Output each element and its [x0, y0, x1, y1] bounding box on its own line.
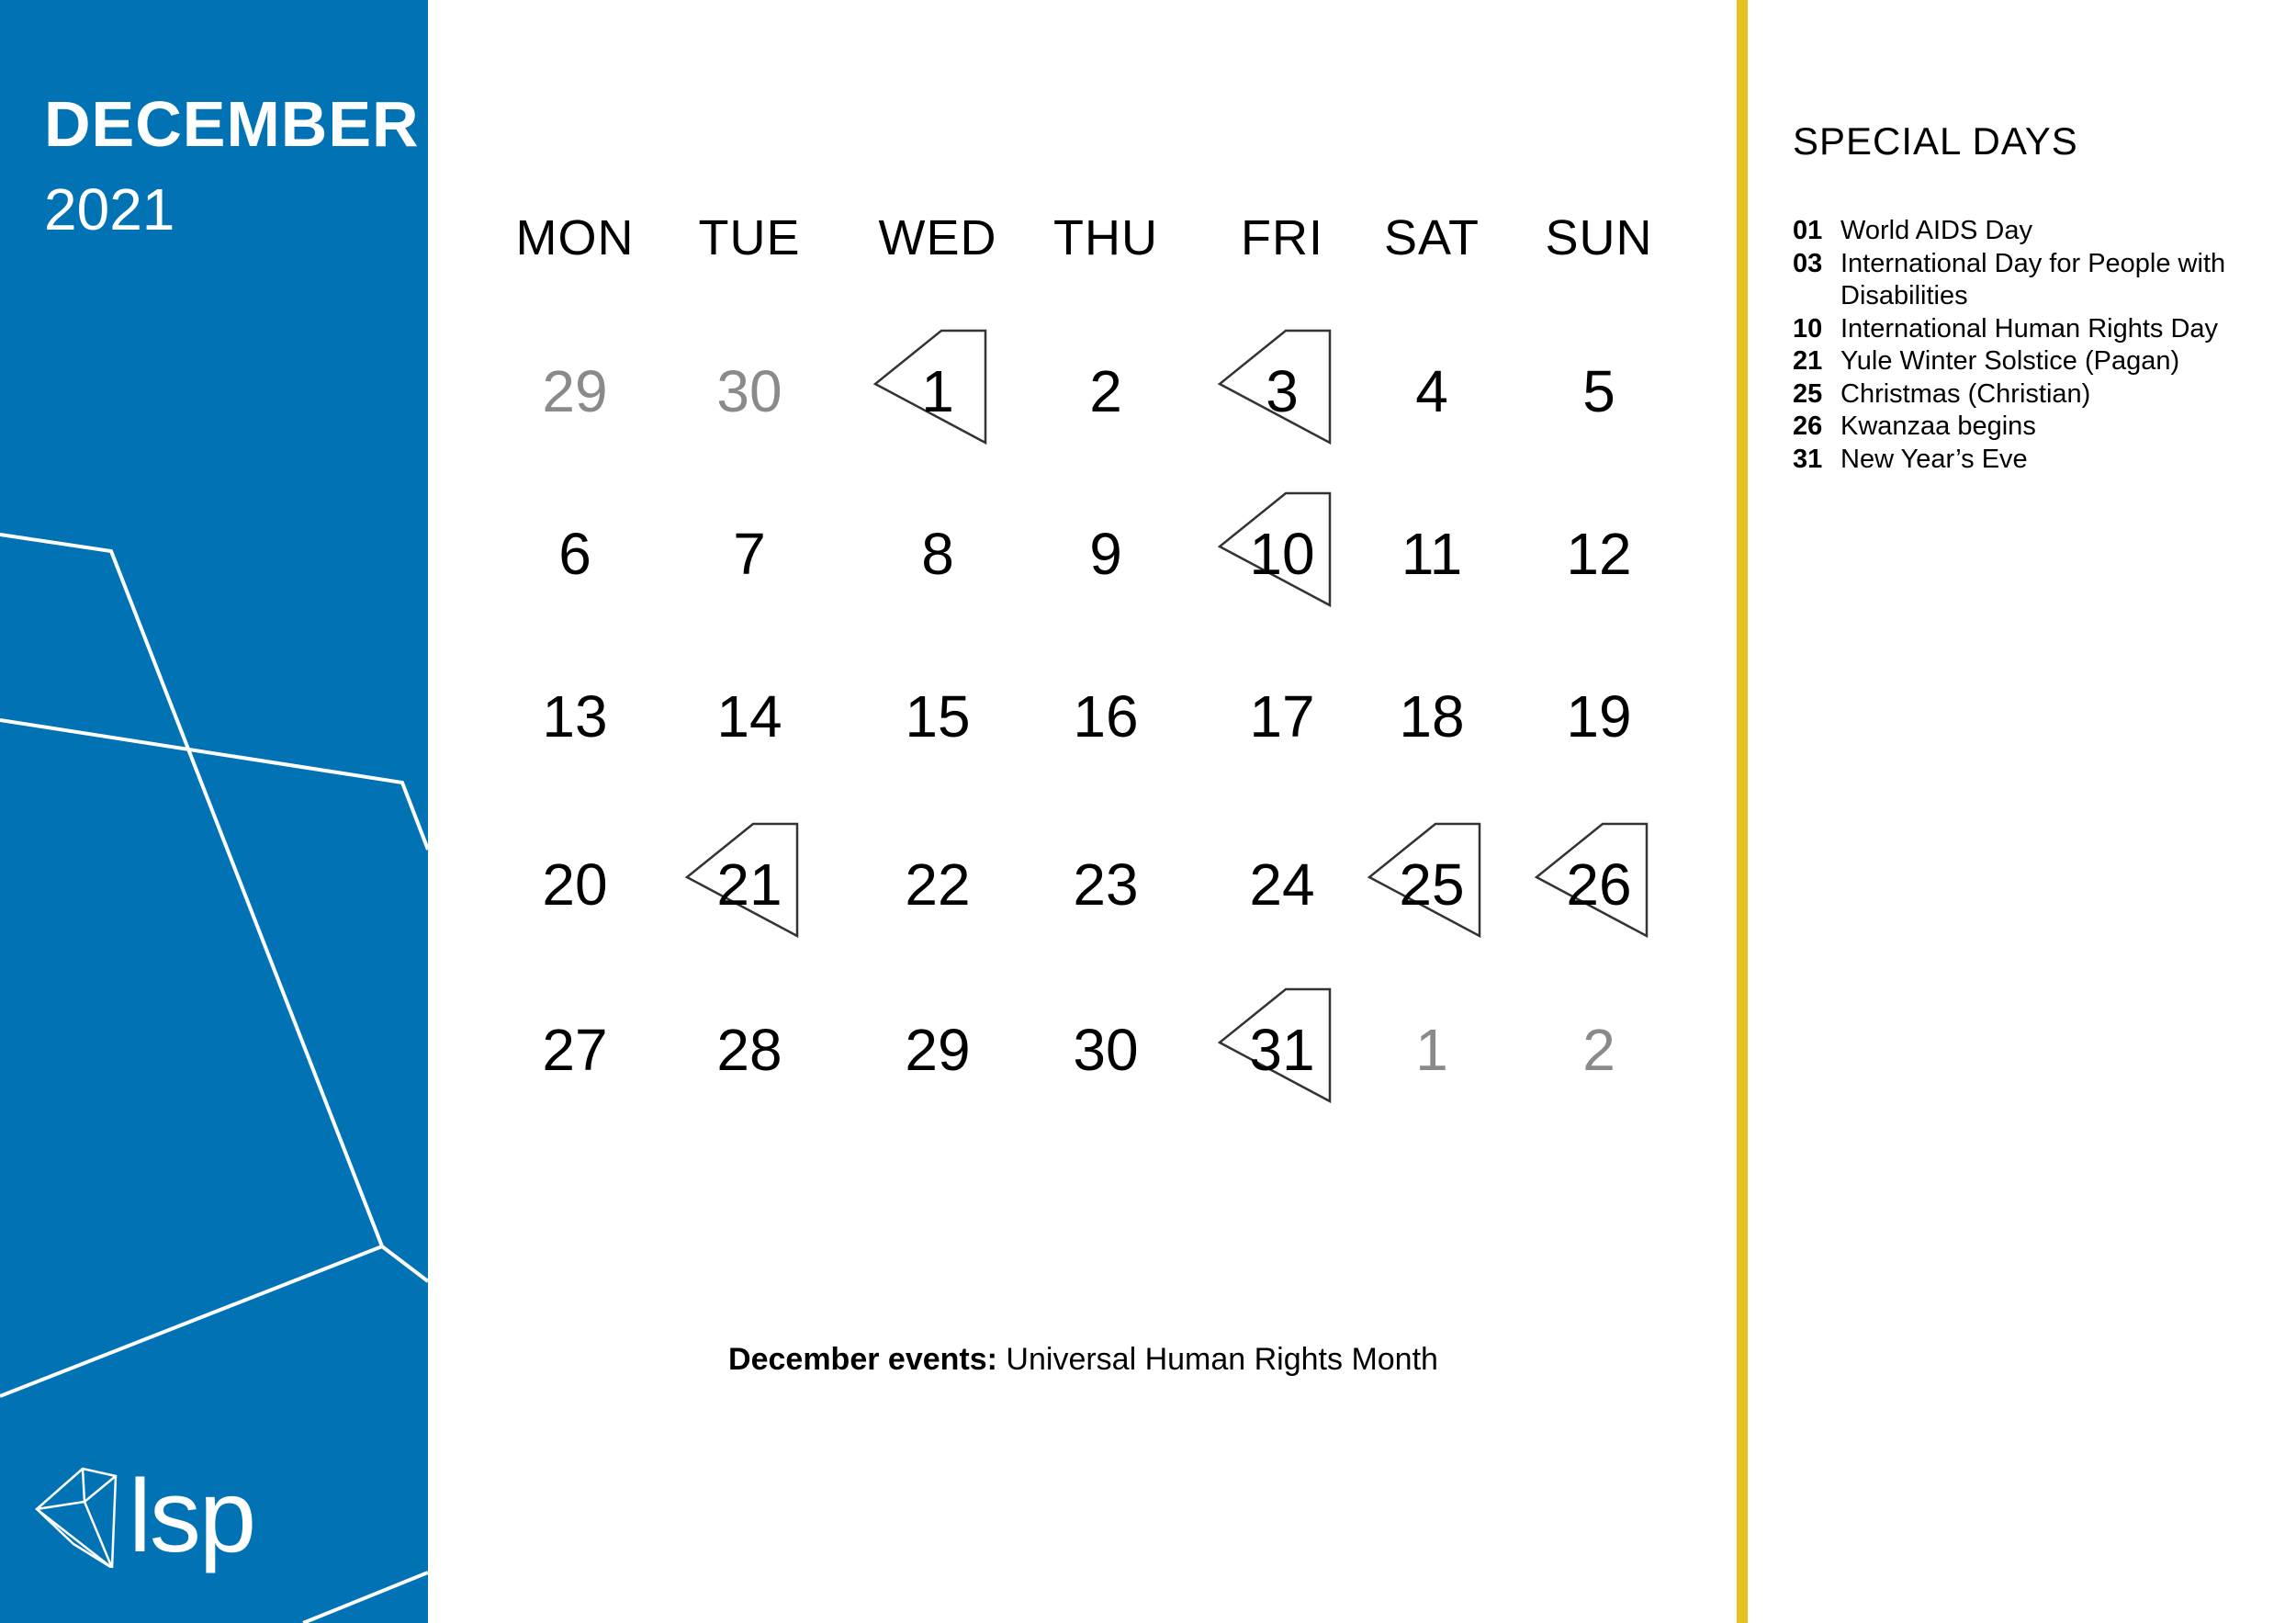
special-day-item — [1793, 313, 2270, 346]
calendar-day — [658, 634, 841, 799]
special-day-label: Kwanzaa begins — [1840, 411, 2036, 441]
special-day-item — [1793, 444, 2270, 477]
weekday-tue: TUE — [698, 210, 801, 265]
day-number: 26 — [1566, 851, 1632, 918]
weekday-sat: SAT — [1383, 210, 1480, 265]
day-number: 11 — [1401, 521, 1463, 587]
month-title: DECEMBER — [44, 88, 420, 160]
calendar-day — [846, 309, 1030, 474]
special-day-date: 01 — [1793, 216, 1823, 245]
day-number: 16 — [1073, 683, 1139, 750]
day-number: 22 — [905, 851, 971, 918]
day-number: 19 — [1566, 683, 1632, 750]
calendar-day — [1507, 802, 1691, 967]
calendar-area — [428, 0, 1739, 1623]
calendar-day — [1507, 634, 1691, 799]
calendar-day — [1014, 634, 1198, 799]
special-day-item — [1793, 345, 2270, 378]
calendar-day — [658, 967, 841, 1133]
day-number: 15 — [905, 683, 971, 750]
special-day-item — [1793, 215, 2270, 248]
day-number: 30 — [1073, 1017, 1139, 1083]
weekday-wed: WED — [878, 210, 997, 265]
calendar-day — [1340, 634, 1524, 799]
weekday-thu: THU — [1053, 210, 1158, 265]
yellow-divider — [1737, 0, 1748, 1623]
day-number: 1 — [1415, 1017, 1448, 1083]
calendar-day — [1507, 967, 1691, 1133]
day-number: 23 — [1073, 851, 1139, 918]
day-number: 29 — [905, 1017, 971, 1083]
calendar-day — [1340, 967, 1524, 1133]
special-day-label: International Day for People with Disabilities — [1840, 248, 2226, 310]
day-number: 29 — [542, 358, 608, 424]
special-day-date: 21 — [1793, 346, 1823, 376]
calendar-day — [846, 471, 1030, 637]
special-day-date: 26 — [1793, 411, 1823, 441]
day-number: 25 — [1399, 851, 1465, 918]
lsp-logo — [33, 1459, 255, 1573]
calendar-day — [658, 471, 841, 637]
special-days-panel — [1793, 118, 2270, 476]
decorative-lines — [0, 0, 428, 1623]
day-number: 1 — [921, 358, 954, 424]
special-day-item — [1793, 378, 2270, 411]
special-day-date: 03 — [1793, 248, 1823, 278]
special-days-list — [1793, 215, 2270, 476]
calendar-day — [1507, 471, 1691, 637]
calendar-day — [658, 802, 841, 967]
special-day-date: 10 — [1793, 313, 1823, 344]
calendar-day — [1340, 471, 1524, 637]
day-number: 12 — [1566, 521, 1632, 587]
day-number: 8 — [921, 521, 954, 587]
calendar-day — [1014, 309, 1198, 474]
logo-cube-icon — [33, 1465, 118, 1568]
day-number: 2 — [1089, 358, 1122, 424]
special-day-label: Christmas (Christian) — [1840, 378, 2091, 409]
logo-text: lsp — [129, 1459, 255, 1573]
special-day-item — [1793, 248, 2270, 313]
calendar-day — [846, 634, 1030, 799]
day-number: 9 — [1089, 521, 1122, 587]
day-number: 6 — [558, 521, 591, 587]
special-day-label: Yule Winter Solstice (Pagan) — [1840, 346, 2180, 376]
day-number: 3 — [1266, 358, 1299, 424]
calendar-day — [483, 634, 667, 799]
weekday-fri: FRI — [1241, 210, 1323, 265]
calendar-day — [846, 802, 1030, 967]
day-number: 2 — [1582, 1017, 1615, 1083]
day-number: 5 — [1582, 358, 1615, 424]
weekday-mon: MON — [515, 210, 635, 265]
sidebar-panel — [0, 0, 428, 1623]
calendar-day — [483, 967, 667, 1133]
day-number: 20 — [542, 851, 608, 918]
calendar-day — [1014, 471, 1198, 637]
weekday-sun: SUN — [1545, 210, 1653, 265]
events-label: December events: — [728, 1342, 997, 1377]
day-number: 24 — [1249, 851, 1315, 918]
special-day-label: World AIDS Day — [1840, 216, 2032, 245]
calendar-day — [483, 309, 667, 474]
special-day-date: 25 — [1793, 378, 1823, 409]
calendar-day — [846, 967, 1030, 1133]
day-number: 18 — [1399, 683, 1465, 750]
events-text: Universal Human Rights Month — [1006, 1342, 1438, 1377]
calendar-day — [1340, 802, 1524, 967]
calendar-day — [1507, 309, 1691, 474]
month-events — [428, 1336, 1739, 1382]
day-number: 21 — [716, 851, 782, 918]
calendar-day — [1014, 967, 1198, 1133]
day-number: 30 — [716, 358, 782, 424]
day-number: 14 — [716, 683, 782, 750]
special-day-item — [1793, 411, 2270, 444]
special-day-label: International Human Rights Day — [1840, 313, 2219, 344]
day-number: 7 — [733, 521, 766, 587]
special-days-title: SPECIAL DAYS — [1793, 119, 2078, 163]
day-number: 17 — [1249, 683, 1315, 750]
day-number: 28 — [716, 1017, 782, 1083]
special-day-label: New Year’s Eve — [1840, 444, 2028, 474]
calendar-day — [1340, 309, 1524, 474]
calendar-day — [1014, 802, 1198, 967]
day-number: 31 — [1249, 1017, 1315, 1083]
special-day-date: 31 — [1793, 444, 1823, 474]
calendar-day — [658, 309, 841, 474]
day-number: 10 — [1249, 521, 1315, 587]
calendar-day — [483, 471, 667, 637]
calendar-day — [483, 802, 667, 967]
year-title: 2021 — [44, 176, 175, 242]
day-number: 4 — [1415, 358, 1448, 424]
day-number: 13 — [542, 683, 608, 750]
day-number: 27 — [542, 1017, 608, 1083]
